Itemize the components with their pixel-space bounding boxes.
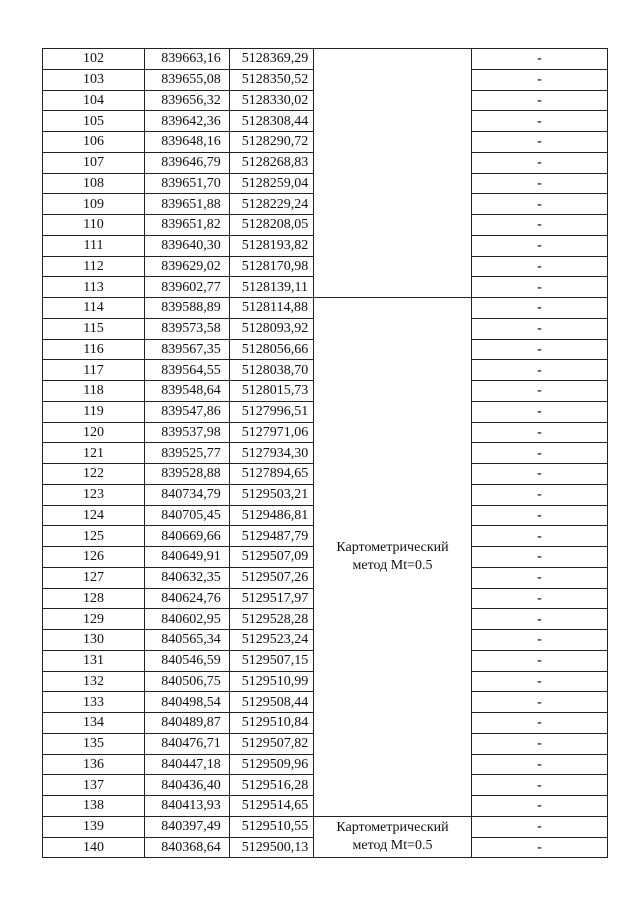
error-cell: - (472, 484, 608, 505)
error-cell: - (472, 505, 608, 526)
y-coordinate-cell: 5128139,11 (230, 277, 314, 298)
x-coordinate-cell: 839528,88 (145, 464, 230, 485)
y-coordinate-cell: 5129517,97 (230, 588, 314, 609)
x-coordinate-cell: 839548,64 (145, 381, 230, 402)
error-cell: - (472, 837, 608, 858)
point-number-cell: 112 (43, 256, 145, 277)
y-coordinate-cell: 5127971,06 (230, 422, 314, 443)
error-cell: - (472, 90, 608, 111)
point-number-cell: 130 (43, 630, 145, 651)
x-coordinate-cell: 839564,55 (145, 360, 230, 381)
point-number-cell: 113 (43, 277, 145, 298)
x-coordinate-cell: 840546,59 (145, 650, 230, 671)
error-cell: - (472, 256, 608, 277)
error-cell: - (472, 754, 608, 775)
x-coordinate-cell: 839656,32 (145, 90, 230, 111)
point-number-cell: 110 (43, 215, 145, 236)
y-coordinate-cell: 5128093,92 (230, 318, 314, 339)
point-number-cell: 119 (43, 401, 145, 422)
y-coordinate-cell: 5128350,52 (230, 69, 314, 90)
point-number-cell: 129 (43, 609, 145, 630)
y-coordinate-cell: 5129486,81 (230, 505, 314, 526)
y-coordinate-cell: 5129523,24 (230, 630, 314, 651)
y-coordinate-cell: 5128290,72 (230, 132, 314, 153)
point-number-cell: 123 (43, 484, 145, 505)
error-cell: - (472, 588, 608, 609)
error-cell: - (472, 816, 608, 837)
point-number-cell: 109 (43, 194, 145, 215)
point-number-cell: 114 (43, 298, 145, 319)
error-cell: - (472, 277, 608, 298)
x-coordinate-cell: 839640,30 (145, 235, 230, 256)
table-row (43, 298, 608, 319)
coordinates-table (42, 48, 608, 858)
error-cell: - (472, 422, 608, 443)
x-coordinate-cell: 840476,71 (145, 733, 230, 754)
error-cell: - (472, 111, 608, 132)
y-coordinate-cell: 5129510,84 (230, 713, 314, 734)
point-number-cell: 104 (43, 90, 145, 111)
x-coordinate-cell: 840447,18 (145, 754, 230, 775)
error-cell: - (472, 443, 608, 464)
y-coordinate-cell: 5128268,83 (230, 152, 314, 173)
y-coordinate-cell: 5129507,26 (230, 567, 314, 588)
point-number-cell: 135 (43, 733, 145, 754)
x-coordinate-cell: 840649,91 (145, 547, 230, 568)
x-coordinate-cell: 840506,75 (145, 671, 230, 692)
method-cell: Картометрический метод Mt=0.5 (314, 298, 472, 817)
x-coordinate-cell: 840436,40 (145, 775, 230, 796)
x-coordinate-cell: 840602,95 (145, 609, 230, 630)
error-cell: - (472, 630, 608, 651)
point-number-cell: 133 (43, 692, 145, 713)
x-coordinate-cell: 839547,86 (145, 401, 230, 422)
point-number-cell: 136 (43, 754, 145, 775)
y-coordinate-cell: 5127996,51 (230, 401, 314, 422)
point-number-cell: 140 (43, 837, 145, 858)
x-coordinate-cell: 840632,35 (145, 567, 230, 588)
x-coordinate-cell: 840498,54 (145, 692, 230, 713)
x-coordinate-cell: 839651,82 (145, 215, 230, 236)
x-coordinate-cell: 840397,49 (145, 816, 230, 837)
point-number-cell: 117 (43, 360, 145, 381)
y-coordinate-cell: 5128170,98 (230, 256, 314, 277)
error-cell: - (472, 713, 608, 734)
y-coordinate-cell: 5128369,29 (230, 49, 314, 70)
x-coordinate-cell: 839567,35 (145, 339, 230, 360)
point-number-cell: 106 (43, 132, 145, 153)
x-coordinate-cell: 839525,77 (145, 443, 230, 464)
x-coordinate-cell: 840624,76 (145, 588, 230, 609)
y-coordinate-cell: 5128330,02 (230, 90, 314, 111)
point-number-cell: 115 (43, 318, 145, 339)
y-coordinate-cell: 5129507,09 (230, 547, 314, 568)
point-number-cell: 128 (43, 588, 145, 609)
point-number-cell: 137 (43, 775, 145, 796)
error-cell: - (472, 567, 608, 588)
method-cell (314, 49, 472, 298)
error-cell: - (472, 173, 608, 194)
error-cell: - (472, 650, 608, 671)
x-coordinate-cell: 839537,98 (145, 422, 230, 443)
point-number-cell: 122 (43, 464, 145, 485)
x-coordinate-cell: 839646,79 (145, 152, 230, 173)
x-coordinate-cell: 840368,64 (145, 837, 230, 858)
error-cell: - (472, 609, 608, 630)
y-coordinate-cell: 5128208,05 (230, 215, 314, 236)
x-coordinate-cell: 839588,89 (145, 298, 230, 319)
point-number-cell: 116 (43, 339, 145, 360)
x-coordinate-cell: 840413,93 (145, 796, 230, 817)
y-coordinate-cell: 5128259,04 (230, 173, 314, 194)
error-cell: - (472, 547, 608, 568)
y-coordinate-cell: 5127934,30 (230, 443, 314, 464)
point-number-cell: 134 (43, 713, 145, 734)
point-number-cell: 118 (43, 381, 145, 402)
error-cell: - (472, 526, 608, 547)
method-cell: Картометрический метод Mt=0.5 (314, 816, 472, 858)
y-coordinate-cell: 5128308,44 (230, 111, 314, 132)
point-number-cell: 132 (43, 671, 145, 692)
y-coordinate-cell: 5129510,99 (230, 671, 314, 692)
error-cell: - (472, 49, 608, 70)
point-number-cell: 120 (43, 422, 145, 443)
error-cell: - (472, 733, 608, 754)
y-coordinate-cell: 5128193,82 (230, 235, 314, 256)
x-coordinate-cell: 839602,77 (145, 277, 230, 298)
error-cell: - (472, 215, 608, 236)
point-number-cell: 102 (43, 49, 145, 70)
x-coordinate-cell: 839573,58 (145, 318, 230, 339)
error-cell: - (472, 132, 608, 153)
x-coordinate-cell: 840669,66 (145, 526, 230, 547)
error-cell: - (472, 339, 608, 360)
table-row (43, 49, 608, 70)
point-number-cell: 107 (43, 152, 145, 173)
error-cell: - (472, 401, 608, 422)
y-coordinate-cell: 5129503,21 (230, 484, 314, 505)
y-coordinate-cell: 5129507,82 (230, 733, 314, 754)
coordinates-table-body (43, 49, 608, 858)
point-number-cell: 131 (43, 650, 145, 671)
y-coordinate-cell: 5127894,65 (230, 464, 314, 485)
error-cell: - (472, 69, 608, 90)
error-cell: - (472, 318, 608, 339)
y-coordinate-cell: 5128015,73 (230, 381, 314, 402)
error-cell: - (472, 152, 608, 173)
point-number-cell: 121 (43, 443, 145, 464)
x-coordinate-cell: 839642,36 (145, 111, 230, 132)
error-cell: - (472, 775, 608, 796)
y-coordinate-cell: 5129487,79 (230, 526, 314, 547)
error-cell: - (472, 360, 608, 381)
y-coordinate-cell: 5128038,70 (230, 360, 314, 381)
point-number-cell: 125 (43, 526, 145, 547)
y-coordinate-cell: 5129516,28 (230, 775, 314, 796)
error-cell: - (472, 671, 608, 692)
y-coordinate-cell: 5128114,88 (230, 298, 314, 319)
x-coordinate-cell: 839651,70 (145, 173, 230, 194)
x-coordinate-cell: 840734,79 (145, 484, 230, 505)
y-coordinate-cell: 5129500,13 (230, 837, 314, 858)
point-number-cell: 124 (43, 505, 145, 526)
y-coordinate-cell: 5129514,65 (230, 796, 314, 817)
x-coordinate-cell: 840705,45 (145, 505, 230, 526)
error-cell: - (472, 464, 608, 485)
x-coordinate-cell: 840565,34 (145, 630, 230, 651)
point-number-cell: 126 (43, 547, 145, 568)
x-coordinate-cell: 839651,88 (145, 194, 230, 215)
point-number-cell: 105 (43, 111, 145, 132)
x-coordinate-cell: 839663,16 (145, 49, 230, 70)
y-coordinate-cell: 5128056,66 (230, 339, 314, 360)
point-number-cell: 103 (43, 69, 145, 90)
x-coordinate-cell: 839629,02 (145, 256, 230, 277)
y-coordinate-cell: 5128229,24 (230, 194, 314, 215)
table-row (43, 816, 608, 837)
error-cell: - (472, 381, 608, 402)
x-coordinate-cell: 840489,87 (145, 713, 230, 734)
y-coordinate-cell: 5129528,28 (230, 609, 314, 630)
error-cell: - (472, 194, 608, 215)
error-cell: - (472, 235, 608, 256)
error-cell: - (472, 692, 608, 713)
point-number-cell: 111 (43, 235, 145, 256)
x-coordinate-cell: 839655,08 (145, 69, 230, 90)
x-coordinate-cell: 839648,16 (145, 132, 230, 153)
point-number-cell: 108 (43, 173, 145, 194)
point-number-cell: 139 (43, 816, 145, 837)
y-coordinate-cell: 5129507,15 (230, 650, 314, 671)
y-coordinate-cell: 5129508,44 (230, 692, 314, 713)
error-cell: - (472, 796, 608, 817)
y-coordinate-cell: 5129510,55 (230, 816, 314, 837)
error-cell: - (472, 298, 608, 319)
y-coordinate-cell: 5129509,96 (230, 754, 314, 775)
point-number-cell: 138 (43, 796, 145, 817)
point-number-cell: 127 (43, 567, 145, 588)
